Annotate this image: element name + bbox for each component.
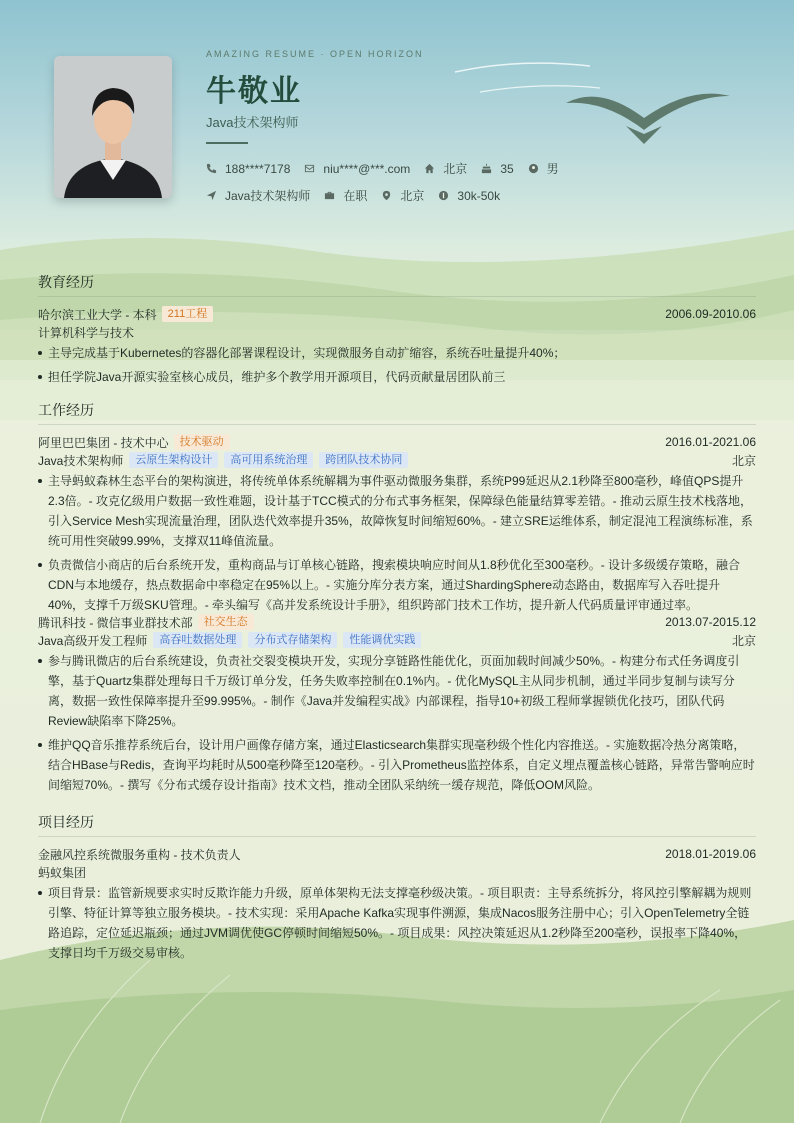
age-text: 35 bbox=[500, 161, 514, 176]
role-row bbox=[38, 631, 756, 649]
skill-tag: 分布式存储架构 bbox=[248, 632, 337, 648]
job-period: 2013.07-2015.12 bbox=[665, 615, 756, 629]
school-name: 哈尔滨工业大学 - 本科 bbox=[38, 307, 157, 322]
title-divider bbox=[206, 142, 248, 144]
skill-tag: 跨团队技术协同 bbox=[319, 452, 408, 468]
phone-info bbox=[206, 162, 290, 176]
education-bullets bbox=[38, 343, 756, 387]
major-row bbox=[38, 323, 756, 341]
list-item: 担任学院Java开源实验室核心成员，维护多个教学用开源项目，代码贡献量居团队前三 bbox=[38, 367, 756, 387]
project-period: 2018.01-2019.06 bbox=[665, 847, 756, 861]
salary-info bbox=[438, 189, 500, 203]
role-row bbox=[38, 451, 756, 469]
age-info bbox=[481, 162, 513, 176]
skill-tag: 高可用系统治理 bbox=[224, 452, 313, 468]
skill-tag: 性能调优实践 bbox=[343, 632, 421, 648]
project-org-row bbox=[38, 863, 756, 881]
cake-icon bbox=[481, 163, 492, 174]
money-icon bbox=[438, 190, 449, 201]
phone-text: 188****7178 bbox=[225, 161, 291, 176]
list-item: 项目背景：监管新规要求实时反欺诈能力升级，原单体架构无法支撑毫秒级决策。- 项目职责：主导系统拆分，将风控引擎解耦为规则引擎、特征计算等独立服务模块。- 技术实现：采用Apache Kafka实现事件溯源，集成Nacos服务注册中心；引入OpenTelemetry全链路追踪，定位延迟瓶颈；通过JVM调优使GC停顿时间缩短50%。- 项目成果：风控决策延迟从1.2秒降至200毫秒，误报率下降40%，支撑日均千万级交易审核。 bbox=[38, 883, 756, 963]
job-intent-row bbox=[206, 187, 514, 204]
tagline: AMAZING RESUME · OPEN HORIZON bbox=[206, 49, 424, 59]
person-icon bbox=[528, 163, 539, 174]
company-name: 阿里巴巴集团 - 技术中心 bbox=[38, 435, 169, 450]
company-tag: 社交生态 bbox=[198, 614, 254, 630]
job-bullets bbox=[38, 471, 756, 615]
section-title: 教育经历 bbox=[38, 272, 756, 297]
project-header bbox=[38, 845, 756, 863]
list-item: 负责微信小商店的后台系统开发，重构商品与订单核心链路，搜索模块响应时间从1.8秒优化至300毫秒。- 设计多级缓存策略，融合CDN与本地缓存，热点数据命中率稳定在95%以上。- 实施分库分表方案，通过ShardingSphere动态路由，数据库写入吞吐提升40%，支撑千万级SKU管理。- 牵头编写《高并发系统设计手册》，组织跨部门技术工作坊，提升新人代码质量评审通过率。 bbox=[38, 555, 756, 615]
project-bullets bbox=[38, 883, 756, 963]
job-bullets bbox=[38, 651, 756, 795]
skill-tag: 云原生架构设计 bbox=[129, 452, 218, 468]
education-period: 2006.09-2010.06 bbox=[665, 307, 756, 321]
section-title: 项目经历 bbox=[38, 812, 756, 837]
send-icon bbox=[206, 190, 217, 201]
school-tag: 211工程 bbox=[162, 306, 214, 322]
list-item: 维护QQ音乐推荐系统后台，设计用户画像存储方案，通过Elasticsearch集群实现毫秒级个性化内容推送。- 实施数据冷热分离策略，结合HBase与Redis，查询平均耗时从500毫秒降至120毫秒。- 引入Prometheus监控体系，自定义埋点覆盖核心链路，异常告警响应时间缩短70%。- 撰写《分布式缓存设计指南》技术文档，推动全团队采纳统一缓存规范，降低OOM风险。 bbox=[38, 735, 756, 795]
role-text: Java技术架构师 bbox=[38, 453, 124, 468]
contact-row bbox=[206, 160, 573, 177]
job-header bbox=[38, 613, 756, 631]
gender-text: 男 bbox=[546, 162, 559, 176]
gender-info bbox=[528, 160, 559, 177]
education-section bbox=[38, 272, 756, 391]
skill-tag: 高吞吐数据处理 bbox=[153, 632, 242, 648]
location-info bbox=[381, 187, 424, 204]
position-text: Java技术架构师 bbox=[225, 189, 311, 203]
job-header bbox=[38, 433, 756, 451]
job-city: 北京 bbox=[731, 633, 756, 648]
city-text: 北京 bbox=[443, 162, 468, 176]
company-name: 腾讯科技 - 微信事业群技术部 bbox=[38, 615, 193, 630]
company-tag: 技术驱动 bbox=[174, 434, 230, 450]
list-item: 主导完成基于Kubernetes的容器化部署课程设计，实现微服务自动扩缩容，系统吞吐量提升40%； bbox=[38, 343, 756, 363]
status-text: 在职 bbox=[343, 189, 368, 203]
location-text: 北京 bbox=[400, 189, 425, 203]
email-text: niu****@***.com bbox=[323, 161, 411, 176]
job-title: Java技术架构师 bbox=[206, 115, 299, 130]
position-info bbox=[206, 187, 310, 204]
list-item: 参与腾讯微店的后台系统建设，负责社交裂变模块开发，实现分享链路性能优化，页面加载时间减少50%。- 构建分布式任务调度引擎，基于Quartz集群处理每日千万级订单分发，任务失败率控制在0.1%内。- 优化MySQL主从同步机制，通过半同步复制与读写分离，数据一致性保障率提升至99.995%。- 制作《Java并发编程实战》内部课程，指导10+初级工程师掌握锁优化技巧，团队代码Review缺陷率下降25%。 bbox=[38, 651, 756, 731]
profile-photo bbox=[54, 56, 172, 198]
section-title: 工作经历 bbox=[38, 400, 756, 425]
email-info bbox=[304, 162, 410, 176]
list-item: 主导蚂蚁森林生态平台的架构演进，将传统单体系统解耦为事件驱动微服务集群，系统P99延迟从2.1秒降至800毫秒，峰值QPS提升2.3倍。- 攻克亿级用户数据一致性难题，设计基于TCC模式的分布式事务框架，保障绿色能量结算零差错。- 推动云原生技术栈落地，引入Service Mesh实现流量治理，团队迭代效率提升35%，故障恢复时间缩短60%。- 建立SRE运维体系，制定混沌工程演练标准，系统可用性突破99.99%，支撑双11峰值流量。 bbox=[38, 471, 756, 551]
role-text: Java高级开发工程师 bbox=[38, 633, 148, 648]
mail-icon bbox=[304, 163, 315, 174]
project-section bbox=[38, 812, 756, 967]
job-period: 2016.01-2021.06 bbox=[665, 435, 756, 449]
candidate-name: 牛敬业 bbox=[206, 75, 302, 108]
home-icon bbox=[424, 163, 435, 174]
city-info bbox=[424, 160, 467, 177]
work-section bbox=[38, 400, 756, 799]
salary-text: 30k-50k bbox=[457, 188, 501, 203]
project-org: 蚂蚁集团 bbox=[38, 865, 87, 880]
project-name: 金融风控系统微服务重构 - 技术负责人 bbox=[38, 847, 241, 862]
education-entry-header bbox=[38, 305, 756, 323]
status-info bbox=[324, 187, 367, 204]
briefcase-icon bbox=[324, 190, 335, 201]
location-pin-icon bbox=[381, 190, 392, 201]
major-text: 计算机科学与技术 bbox=[38, 325, 135, 340]
job-city: 北京 bbox=[731, 453, 756, 468]
phone-icon bbox=[206, 163, 217, 174]
